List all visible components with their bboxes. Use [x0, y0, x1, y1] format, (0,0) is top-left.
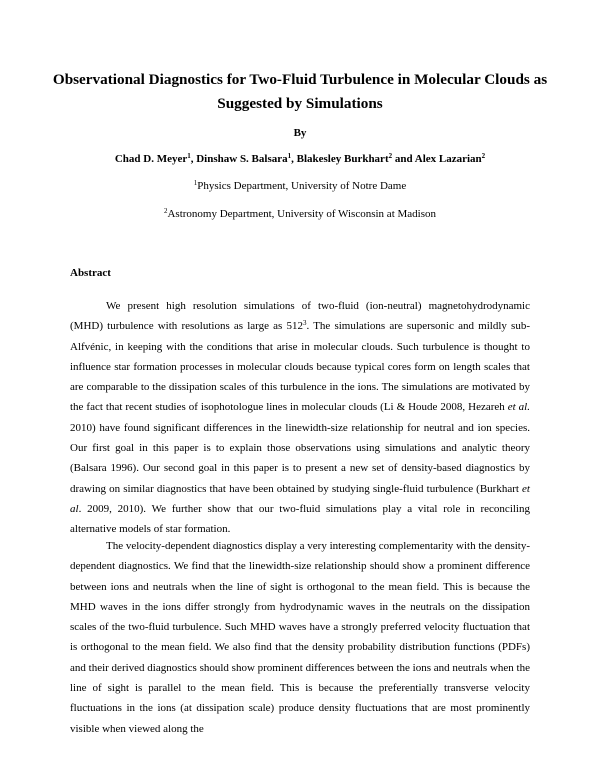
affiliation-number: 2 — [163, 207, 168, 215]
author-list — [0, 153, 600, 165]
author-separator: and — [392, 153, 415, 165]
affiliation-2 — [0, 208, 600, 220]
text-segment: . 2009, 2010). We further show that our two-fluid simulations play a vital role in reconciling alternative models of star formation. — [70, 502, 530, 536]
affiliation-marker: 2 — [388, 152, 393, 160]
affiliation-text: Astronomy Department, University of Wisconsin at Madison — [167, 208, 436, 220]
abstract-heading: Abstract — [70, 267, 111, 279]
author-name: Dinshaw S. Balsara — [196, 153, 288, 165]
italic-segment: et al — [70, 482, 530, 515]
abstract-paragraph-1 — [70, 296, 530, 540]
abstract-paragraph-2: The velocity-dependent diagnostics display a very interesting complementarity with the density-dependent diagnostics. We find that the linewidth-size relationship should show a prominent difference between ions and neutrals when the line of sight is orthogonal to the mean field. This is because the MHD waves in the ions differ strongly from hydrodynamic waves in the neutrals on the dissipation scales of the two-fluid turbulence. Such MHD waves have a strongly preferred velocity fluctuation that is orthogonal to the mean field. We also find that the density probability distribution functions (PDFs) and their derived diagnostics should show prominent differences between the ions and neutrals when the line of sight is parallel to the mean field. This is because the preferentially transverse velocity fluctuations in the ions (at dissipation scale) produce density fluctuations that are most prominently visible when viewed along the — [70, 540, 530, 735]
affiliation-text: Physics Department, University of Notre Dame — [197, 180, 407, 192]
author-name: Chad D. Meyer — [114, 153, 188, 165]
author-name: Alex Lazarian — [414, 153, 482, 165]
affiliation-1 — [0, 180, 600, 192]
affiliation-marker: 1 — [287, 152, 292, 160]
paper-title: Observational Diagnostics for Two-Fluid Turbulence in Molecular Clouds as Suggested by Simulations — [52, 71, 548, 112]
affiliation-number: 1 — [193, 179, 198, 187]
text-segment: We present high resolution simulations of two-fluid (ion-neutral) magnetohydrodynamic (MHD) turbulence with resolutions as large as 512 — [70, 300, 530, 333]
text-segment: . The simulations are supersonic and mildly sub-Alfvénic, in keeping with the conditions that arise in molecular clouds. Such turbulence is thought to influence star formation processes in molecular clouds because typical cores form on length scales that are comparable to the dissipation scales of this turbulence in the ions. The simulations are motivated by the fact that recent studies of isophotologue lines in molecular clouds (Li & Houde 2008, Hezareh — [70, 320, 530, 414]
author-name: Blakesley Burkhart — [296, 153, 389, 165]
superscript: 3 — [302, 319, 307, 328]
author-separator: , — [190, 153, 197, 165]
affiliation-marker: 2 — [481, 152, 486, 160]
text-segment: 2010) have found significant differences in the linewidth-size relationship for neutral and ion species. Our first goal in this paper is to explain those observations using simulations and analytic theory (Balsara 1996). Our second goal in this paper is to present a new set of density-based diagnostics by drawing on similar diagnostics that have been obtained by studying single-fluid turbulence (Burkhart — [70, 421, 530, 495]
italic-segment: et al. — [507, 401, 530, 414]
affiliation-marker: 1 — [187, 152, 191, 160]
by-line: By — [293, 127, 307, 139]
author-separator: , — [291, 153, 297, 165]
